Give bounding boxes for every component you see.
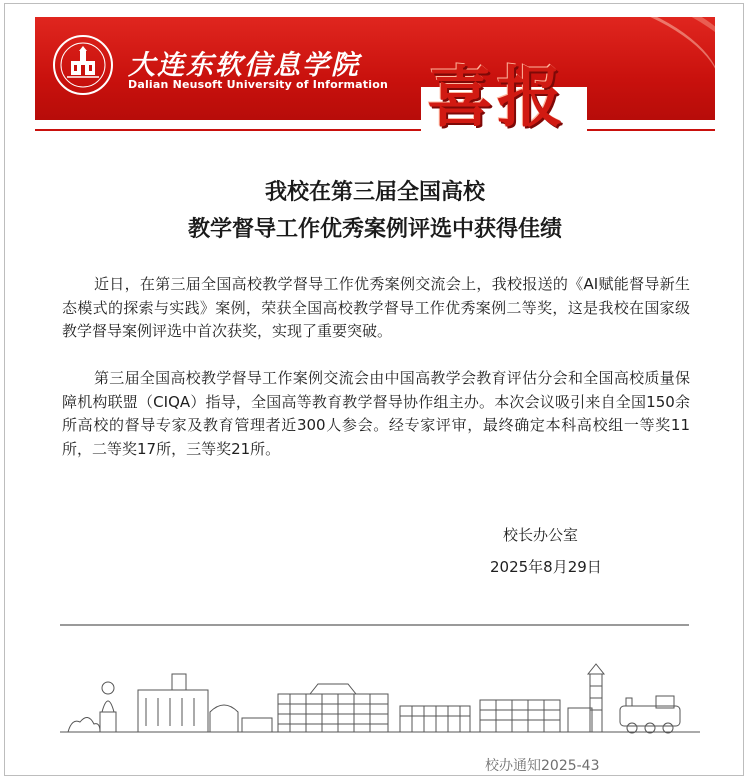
header-banner <box>35 17 715 145</box>
article-title-line1: 我校在第三届全国高校 <box>264 180 485 205</box>
headline-good-news: 喜报 <box>427 58 567 136</box>
body-paragraph-1: 近日，在第三届全国高校教学督导工作优秀案例交流会上，我校报送的《AI赋能督导新生态模式的探索与实践》案例，荣获全国高校教学督导工作优秀案例二等奖，这是我校在国家级教学督导案例评选中首次获奖，实现了重要突破。 <box>62 275 690 340</box>
school-name-cn: 大连东软信息学院 <box>128 50 360 81</box>
campus-skyline-illustration <box>60 660 700 740</box>
issue-date: 2025年8月29日 <box>490 558 602 576</box>
article-title-line2: 教学督导工作优秀案例评选中获得佳绩 <box>187 217 562 242</box>
divider-line <box>60 624 689 626</box>
banner-rule-left <box>35 129 435 131</box>
body-paragraph-2: 第三届全国高校教学督导工作案例交流会由中国高教学会教育评估分会和全国高校质量保障机构联盟（CIQA）指导，全国高等教育教学督导协作组主办。本次会议吸引来自全国150余所高校的督导专家及教育管理者近300人参会。经专家评审，最终确定本科高校组一等奖11所，二等奖17所，三等奖21所。 <box>62 369 690 458</box>
issuing-office: 校长办公室 <box>503 526 579 544</box>
banner-rule-right <box>583 129 715 131</box>
banner-underlay <box>35 120 715 145</box>
school-name-en: Dalian Neusoft University of Information <box>128 78 388 91</box>
notice-number: 校办通知2025-43 <box>485 758 600 774</box>
university-seal-icon <box>53 35 113 95</box>
